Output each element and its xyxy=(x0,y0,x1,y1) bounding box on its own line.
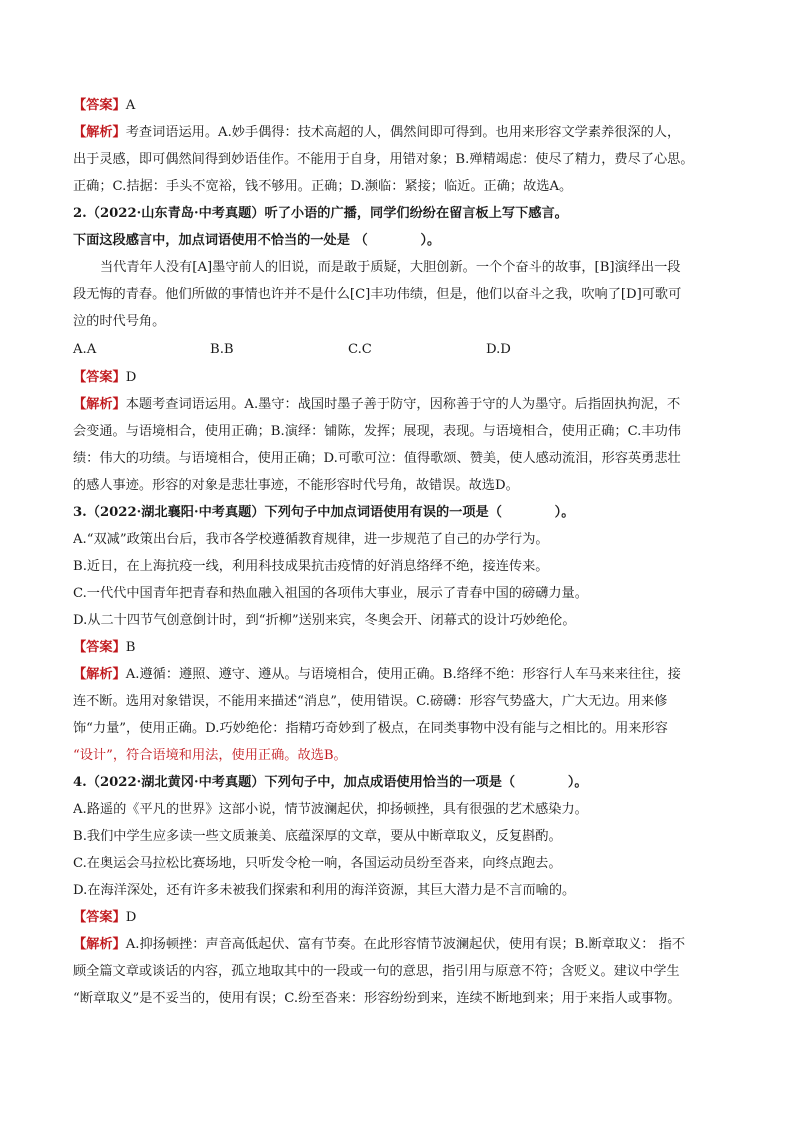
q4-option-d: D.在海洋深处，还有许多未被我们探索和利用的海洋资源，其巨大潜力是不言而喻的。 xyxy=(73,883,576,898)
q2-option-c: C.C xyxy=(348,342,372,357)
q3-option-c: C.一代代中国青年把青春和热血融入祖国的各项伟大事业，展示了青春中国的磅礴力量。 xyxy=(73,586,588,601)
q3-option-b: B.近日，在上海抗疫一线，利用科技成果抗击疫情的好消息络绎不绝，接连传来。 xyxy=(73,559,549,574)
q2-option-a: A.A xyxy=(73,342,97,357)
q2-analysis-line: 会变通。与语境相合，使用正确；B.演绎：铺陈，发挥；展现，表现。与语境相合，使用正确；C.丰功伟 xyxy=(73,424,681,439)
q4-answer: 【答案】D xyxy=(73,910,137,925)
q3-analysis-line: 饰“力量”，使用正确。D.巧妙绝伦：指精巧奇妙到了极点，在同类事物中没有能与之相比的。用来形容 xyxy=(73,721,668,736)
q4-analysis-line: “断章取义”是不妥当的，使用有误；C.纷至沓来：形容纷纷到来，连续不断地到来；用于来指人或事物。 xyxy=(73,991,681,1006)
analysis-label: 【解析】 xyxy=(73,667,126,682)
q4-option-a: A.路遥的《平凡的世界》这部小说，情节波澜起伏，抑扬顿挫，具有很强的艺术感染力。 xyxy=(73,802,588,817)
q3-option-a: A.“双减”政策出台后，我市各学校遵循教育规律，进一步规范了自己的办学行为。 xyxy=(73,532,549,547)
q3-answer: 【答案】B xyxy=(73,640,136,655)
q3-option-d: D.从二十四节气创意倒计时，到“折柳”送别来宾，冬奥会开、闭幕式的设计巧妙绝伦。 xyxy=(73,613,576,628)
analysis-label: 【解析】 xyxy=(73,125,126,140)
q4-analysis-line: 【解析】A.抑扬顿挫：声音高低起伏、富有节奏。在此形容情节波澜起伏，使用有误；B.断章取义： 指不 xyxy=(73,937,686,952)
q2-stem: 下面这段感言中，加点词语使用不恰当的一处是 （ ）。 xyxy=(73,233,441,248)
q2-option-d: D.D xyxy=(486,342,511,357)
q2-answer: 【答案】D xyxy=(73,370,137,385)
q2-analysis-line: 绩：伟大的功绩。与语境相合，使用正确；D.可歌可泣：值得歌颂、赞美，使人感动流泪，形容英勇悲壮 xyxy=(73,451,681,466)
answer-label: 【答案】 xyxy=(73,910,126,925)
q2-analysis-line: 的感人事迹。形容的对象是悲壮事迹，不能形容时代号角，故错误。故选D。 xyxy=(73,478,519,493)
q1-analysis-line: 【解析】考查词语运用。A.妙手偶得：技术高超的人，偶然间即可得到。也用来形容文学素养很深的人， xyxy=(73,125,681,140)
q4-analysis-line: 顾全篇文章或谈话的内容，孤立地取其中的一段或一句的意思，指引用与原意不符；含贬义。建议中学生 xyxy=(73,964,680,979)
answer-label: 【答案】 xyxy=(73,98,126,113)
q1-analysis-line: 正确；C.拮据：手头不宽裕，钱不够用。正确；D.濒临：紧接；临近。正确；故选A。 xyxy=(73,179,573,194)
q4-option-c: C.在奥运会马拉松比赛场地，只听发令枪一响，各国运动员纷至沓来，向终点跑去。 xyxy=(73,856,562,871)
q2-passage-line: 当代青年人没有[A]墨守前人的旧说，而是敢于质疑，大胆创新。一个个奋斗的故事，[B]演绎出一段 xyxy=(100,260,681,275)
analysis-label: 【解析】 xyxy=(73,937,126,952)
q2-analysis-line: 【解析】本题考查词语运用。A.墨守：战国时墨子善于防守，因称善于守的人为墨守。后指固执拘泥，不 xyxy=(73,397,681,412)
answer-label: 【答案】 xyxy=(73,370,126,385)
q1-analysis-line: 出于灵感，即可偶然间得到妙语佳作。不能用于自身，用错对象；B.殚精竭虑：使尽了精力，费尽了心思。 xyxy=(73,152,694,167)
q2-passage-line: 泣的时代号角。 xyxy=(73,314,166,329)
q1-answer: 【答案】A xyxy=(73,98,136,113)
q2-header: 2.（2022·山东青岛·中考真题）听了小语的广播，同学们纷纷在留言板上写下感言。 xyxy=(73,206,568,221)
q2-passage-line: 段无悔的青春。他们所做的事情也许并不是什么[C]丰功伟绩，但是，他们以奋斗之我，吹响了[D]可歌可 xyxy=(73,287,682,302)
q4-option-b: B.我们中学生应多读一些文质兼美、底蕴深厚的文章，要从中断章取义，反复斟酌。 xyxy=(73,829,562,844)
q3-analysis-line: 【解析】A.遵循：遵照、遵守、遵从。与语境相合，使用正确。B.络绎不绝：形容行人车马来来往往，接 xyxy=(73,667,681,682)
answer-label: 【答案】 xyxy=(73,640,126,655)
q3-analysis-line: 连不断。选用对象错误，不能用来描述“消息”，使用错误。C.磅礴：形容气势盛大，广大无边。用来修 xyxy=(73,694,668,709)
q4-header: 4.（2022·湖北黄冈·中考真题）下列句子中，加点成语使用恰当的一项是（ ）。 xyxy=(73,775,588,790)
q3-header: 3.（2022·湖北襄阳·中考真题）下列句子中加点词语使用有误的一项是（ ）。 xyxy=(73,505,575,520)
analysis-label: 【解析】 xyxy=(73,397,126,412)
q3-analysis-line: “设计”，符合语境和用法，使用正确。故选B。 xyxy=(73,748,347,763)
q2-option-b: B.B xyxy=(210,342,234,357)
